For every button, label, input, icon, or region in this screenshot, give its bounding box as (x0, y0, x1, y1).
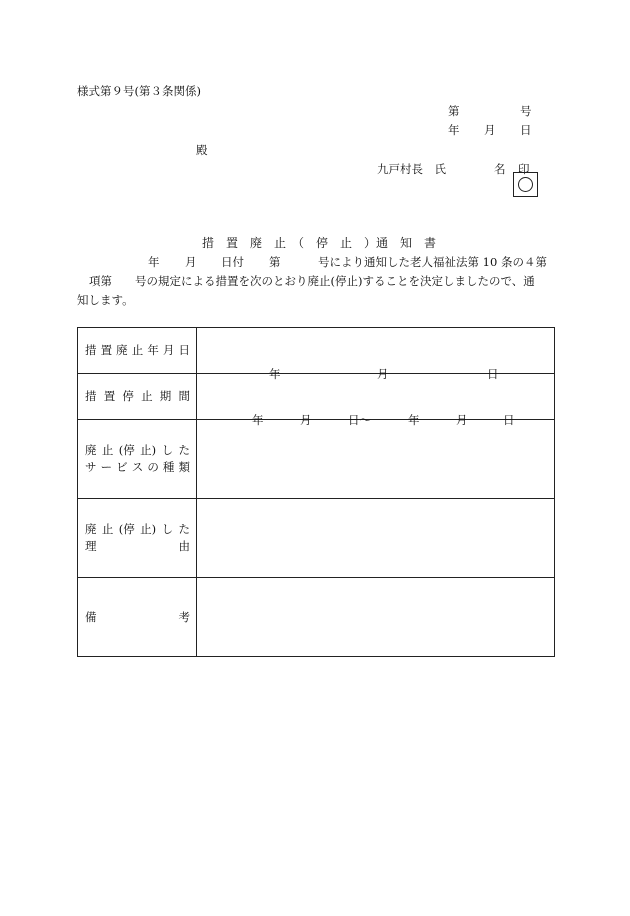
body-line1-dai: 第 (269, 255, 281, 269)
table-row (78, 420, 555, 499)
body-line1-rest: 号により通知した老人福祉法第 10 条の４第 (318, 255, 547, 269)
body-line3: 知します。 (77, 293, 134, 307)
value-year: 年 (269, 366, 281, 381)
label-cell (78, 374, 197, 420)
value-from-year: 年 (252, 412, 264, 427)
table-row (78, 374, 555, 420)
table-row (78, 578, 555, 657)
label-reason-line1: 廃 止 (停 止) し た (85, 522, 190, 536)
value-month: 月 (377, 366, 389, 381)
body-line1-year: 年 (148, 255, 160, 269)
label-remarks: 備 考 (85, 609, 190, 624)
issuer-name-label: 名 (494, 162, 506, 176)
seal-label: 印 (518, 162, 530, 176)
table-row (78, 328, 555, 374)
addressee-honorific: 殿 (196, 143, 208, 157)
label-cell (78, 328, 197, 374)
label-cell (78, 499, 197, 578)
seal-circle-icon (518, 177, 533, 192)
value-day: 日 (487, 366, 499, 381)
notice-table (77, 327, 555, 657)
body-line2: 項第 号の規定による措置を次のとおり廃止(停止)することを決定しましたので、通 (89, 274, 535, 288)
value-to-day: 日 (503, 412, 515, 427)
issuer-title: 九戸村長 氏 (377, 162, 446, 176)
label-reason-line2: 理 由 (85, 539, 190, 553)
value-cell[interactable] (197, 328, 555, 381)
seal-box (513, 172, 538, 197)
body-line1-month: 月 (185, 255, 197, 269)
label-suspension-period: 措 置 停 止 期 間 (85, 389, 190, 403)
doc-number-prefix: 第 (448, 104, 460, 118)
label-cell (78, 420, 197, 499)
value-cell-reason[interactable] (197, 499, 555, 578)
value-to-month: 月 (456, 412, 468, 427)
body-line1-day: 日付 (221, 255, 244, 269)
value-from-month: 月 (300, 412, 312, 427)
value-cell[interactable] (197, 374, 555, 427)
label-cell (78, 578, 197, 657)
label-service-line1: 廃 止 (停 止) し た (85, 443, 190, 457)
label-abolition-date: 措 置 廃 止 年 月 日 (85, 343, 190, 357)
doc-number-suffix: 号 (520, 104, 532, 118)
value-cell-service[interactable] (197, 420, 555, 499)
form-number: 様式第９号(第３条関係) (77, 84, 201, 98)
value-cell-remarks[interactable] (197, 578, 555, 657)
label-service-line2: サ ー ビ ス の 種 類 (85, 460, 190, 474)
value-to-year: 年 (408, 412, 420, 427)
document-title: 措 置 廃 止 （ 停 止 ）通 知 書 (202, 236, 437, 250)
date-day: 日 (520, 123, 532, 137)
value-from-day: 日～ (348, 412, 371, 427)
table-row (78, 499, 555, 578)
date-month: 月 (484, 123, 496, 137)
date-year: 年 (448, 123, 460, 137)
